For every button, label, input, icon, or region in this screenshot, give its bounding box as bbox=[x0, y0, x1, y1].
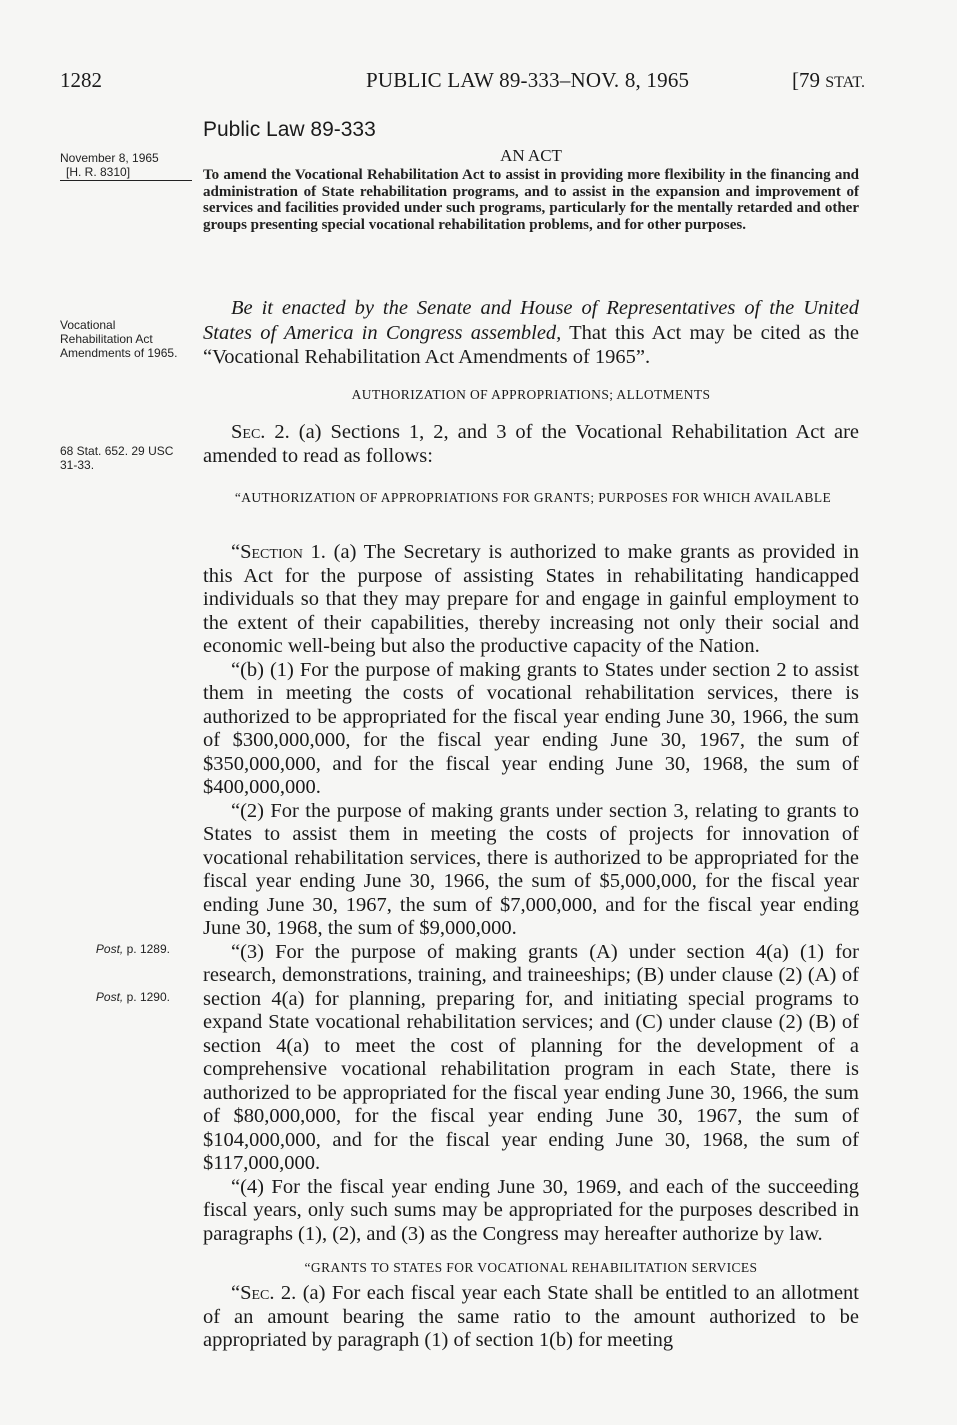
section-1-a bbox=[203, 541, 859, 659]
sec2b-label: “Sec. 2. bbox=[231, 1282, 297, 1304]
margin-citation: 68 Stat. 652. 29 USC 31-33. bbox=[60, 444, 174, 472]
section-2-allotment bbox=[203, 1282, 859, 1353]
margin-short-title: Vocational Rehabilitation Act Amendments of 1965. bbox=[60, 318, 178, 360]
running-head bbox=[60, 68, 865, 98]
heading-grants-to-states: “GRANTS TO STATES FOR VOCATIONAL REHABILITATION SERVICES bbox=[304, 1260, 758, 1275]
page-number: 1282 bbox=[60, 68, 102, 92]
sec2b-text: (a) For each fiscal year each State shall be entitled to an allotment of an amount bearing the same ratio to the amount authorized to be appropriated by paragraph (1) of section 1(b) for meeting bbox=[203, 1282, 860, 1351]
section-1-b2: “(2) For the purpose of making grants under section 3, relating to grants to States to assist them in meeting the costs of projects for innovation of vocational rehabilitation services, there is authorized to be appropriated for the fiscal year ending June 30, 1966, the sum of $5,000,000, for the fiscal year ending June 30, 1967, the sum of $7,000,000, and for the fiscal year ending June 30, 1968, the sum of $9,000,000. bbox=[203, 799, 859, 939]
margin-post-1289 bbox=[60, 942, 170, 956]
an-act-heading: AN ACT bbox=[500, 146, 562, 165]
heading-grants-purposes: “AUTHORIZATION OF APPROPRIATIONS FOR GRANTS; PURPOSES FOR WHICH AVAILABLE bbox=[234, 490, 832, 505]
margin-date: November 8, 1965 bbox=[60, 151, 159, 165]
margin-post-1290 bbox=[60, 990, 170, 1004]
section-1-label: “Section 1. bbox=[231, 541, 326, 563]
running-title: PUBLIC LAW 89-333–NOV. 8, 1965 bbox=[366, 68, 690, 92]
enacting-italic: Be it enacted by the Senate and House of Representatives of the United States of America in Congress assembled, bbox=[203, 297, 859, 344]
volume-bracket: [79 bbox=[791, 68, 826, 92]
volume-label bbox=[792, 68, 865, 93]
enacting-rest: That this Act may be cited as the “Vocational Rehabilitation Act Amendments of 1965”. bbox=[203, 321, 859, 368]
sec2-text: (a) Sections 1, 2, and 3 of the Vocational Rehabilitation Act are amended to read as follows: bbox=[203, 421, 859, 467]
volume-abbr: STAT. bbox=[825, 74, 865, 91]
post-1-italic: Post, bbox=[95, 942, 124, 956]
enacting-clause bbox=[203, 296, 859, 370]
section-1-b1: “(b) (1) For the purpose of making grants to States under section 2 to assist them in meeting the costs of vocational rehabilitation services, there is authorized to be appropriated for the fiscal year ending June 30, 1966, the sum of $300,000,000, for the fiscal year ending June 30, 1967, the sum of $350,000,000, and for the fiscal year ending June 30, 1968, the sum of $400,000,000. bbox=[203, 658, 859, 798]
section-1-a-text: (a) The Secretary is authorized to make grants as provided in this Act for the purpose of assisting States in rehabilitating handicapped individuals so that they may prepare for and engage in gainful employment to the extent of their capabilities, thereby increasing not only their social and economic well-being but also the productive capacity of the Nation. bbox=[203, 541, 859, 657]
margin-bill-number: [H. R. 8310] bbox=[66, 165, 131, 179]
section-1-b4: “(4) For the fiscal year ending June 30, 1969, and each of the succeeding fiscal years, only such sums may be appropriated for the purposes described in paragraphs (1), (2), and (3) as the Congress may hereafter authorize by law. bbox=[203, 1175, 859, 1245]
margin-rule bbox=[60, 180, 192, 181]
post-2-page: p. 1290. bbox=[123, 990, 170, 1004]
section-1-body bbox=[203, 541, 859, 1246]
sec2-label: Sec. 2. bbox=[231, 421, 290, 443]
heading-authorization-allotments: AUTHORIZATION OF APPROPRIATIONS; ALLOTMENTS bbox=[351, 387, 711, 402]
post-2-italic: Post, bbox=[95, 990, 124, 1004]
act-purpose: To amend the Vocational Rehabilitation Act to assist in providing more flexibility in the financing and administration of State rehabilitation programs, and to assist in the expansion and improvement of services and facilities provided under such programs, particularly for the mentally retarded and other groups presenting special vocational rehabilitation problems, and for other purposes. bbox=[203, 167, 859, 233]
section-1-b3: “(3) For the purpose of making grants (A) under section 4(a) (1) for research, demonstrations, training, and traineeships; (B) under clause (2) (A) of section 4(a) for planning, preparing for, and initiating special programs to expand State vocational rehabilitation services; and (C) under clause (2) (B) of section 4(a) to meet the cost of planning for the development of a comprehensive vocational rehabilitation program in each State, there is authorized to be appropriated for the fiscal year ending June 30, 1966, the sum of $80,000,000, for the fiscal year ending June 30, 1967, the sum of $104,000,000, and for the fiscal year ending June 30, 1968, the sum of $117,000,000. bbox=[203, 940, 859, 1174]
public-law-title: Public Law 89-333 bbox=[203, 118, 376, 141]
section-2-amendment bbox=[203, 420, 859, 468]
post-1-page: p. 1289. bbox=[123, 942, 170, 956]
